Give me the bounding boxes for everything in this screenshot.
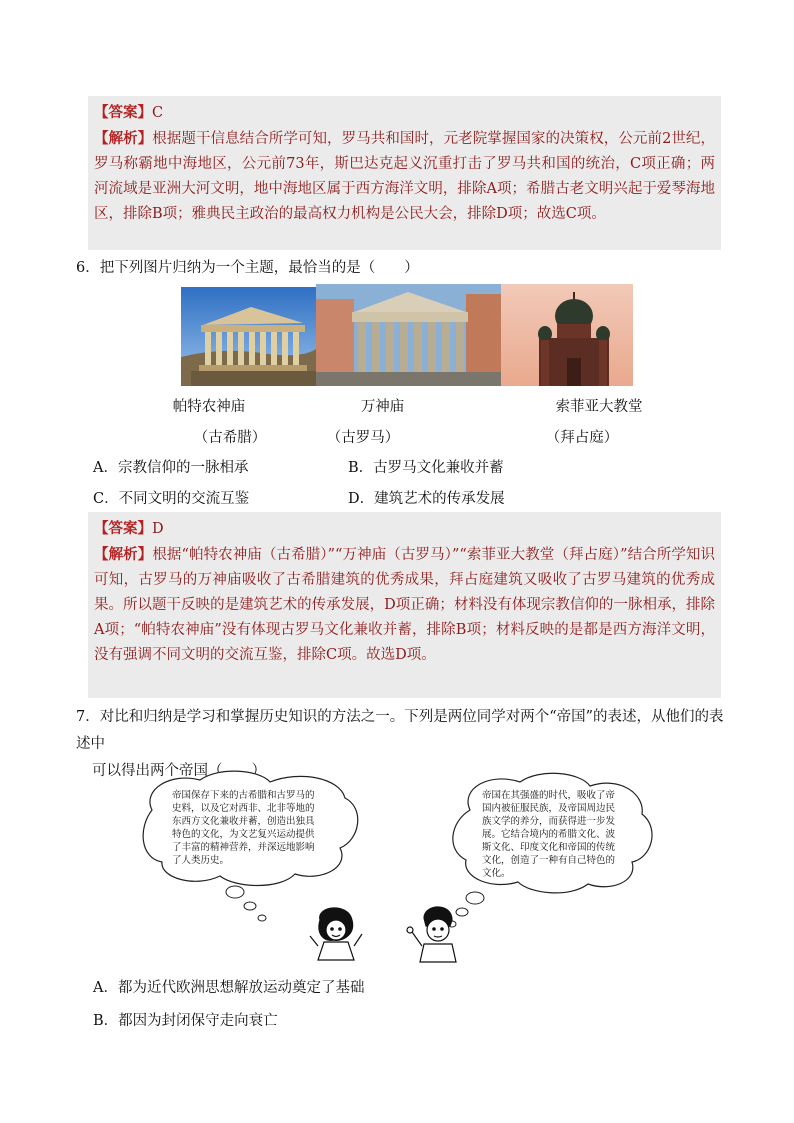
analysis-tag: 【解析】 — [94, 546, 153, 563]
cloud-left-line1: 帝国保存下来的古希腊和古罗马的 — [172, 790, 315, 801]
cloud-right-line1: 帝国在其强盛的时代，吸收了帝 — [482, 790, 616, 801]
photo3-name: 索菲亚大教堂 — [555, 399, 643, 415]
analysis-tag: 【解析】 — [94, 130, 153, 147]
q5-analysis — [94, 126, 715, 227]
left-speech-cloud — [143, 771, 358, 921]
analysis-text: 根据“帕特农神庙（古希腊）”“万神庙（古罗马）”“索菲亚大教堂（拜占庭）”结合所学知识可知，古罗马的万神庙吸收了古希腊建筑的优秀成果，拜占庭建筑又吸收了古罗马建筑的优秀成果。所以题干反映的是建筑艺术的传承发展，D项正确；材料没有体现宗教信仰的一脉相承，排除A项；“帕特农神庙”没有体现古罗马文化兼收并蓄，排除B项；材料反映的是都是西方海洋文明，没有强调不同文明的交流互鉴，排除C项。故选D项。 — [94, 547, 715, 663]
q7-stem-line2: 可以得出两个帝国（ ） — [92, 763, 266, 779]
cloud-right-line2: 国内被征服民族，及帝国周边民 — [482, 803, 616, 814]
q7-cartoon — [140, 770, 660, 970]
photo2-place: （古罗马） — [326, 430, 400, 446]
cloud-left-line5: 了丰富的精神营养，并深远地影响 — [172, 842, 315, 853]
answer-value: D — [152, 521, 164, 537]
q7-stem-line1: 7．对比和归纳是学习和掌握历史知识的方法之一。下列是两位同学对两个“帝国”的表述，从他们的表述中 — [76, 709, 724, 752]
q5-answer-line — [94, 100, 715, 126]
hagia-sophia-photo — [501, 284, 633, 386]
answer-tag: 【答案】 — [94, 104, 152, 121]
q6-answer-box — [88, 512, 721, 698]
cloud-right-line3: 族文学的养分，而获得进一步发 — [482, 816, 616, 827]
photo1-name: 帕特农神庙 — [172, 399, 246, 415]
cloud-right-line4: 展。它结合境内的希腊文化、波 — [482, 829, 616, 840]
q5-answer-box — [88, 96, 721, 250]
analysis-text: 根据题干信息结合所学可知，罗马共和国时，元老院掌握国家的决策权，公元前2世纪，罗马称霸地中海地区，公元前73年，斯巴达克起义沉重打击了罗马共和国的统治，C项正确；两河流域是亚洲大河文明，地中海地区属于西方海洋文明，排除A项；希腊古老文明兴起于爱琴海地区，排除B项；雅典民主政治的最高权力机构是公民大会，排除D项；故选C项。 — [94, 131, 715, 222]
cloud-left-line3: 东西方文化兼收并蓄，创造出独具 — [172, 816, 315, 827]
parthenon-photo — [181, 287, 316, 386]
q7-option-a[interactable]: A．都为近代欧洲思想解放运动奠定了基础 — [93, 980, 365, 996]
right-speech-cloud — [448, 773, 652, 927]
boy-student-illustration — [407, 907, 456, 962]
q6-analysis — [94, 542, 715, 668]
photo2-name: 万神庙 — [360, 399, 405, 415]
q6-option-b[interactable]: B．古罗马文化兼收并蓄 — [348, 460, 504, 476]
cloud-left-line2: 史料，以及它对西非、北非等地的 — [172, 803, 315, 814]
cloud-right-line5: 斯文化、印度文化和帝国的传统 — [482, 842, 616, 853]
q6-answer-line — [94, 516, 715, 542]
cloud-right-line7: 文化。 — [482, 868, 511, 879]
q6-option-a[interactable]: A．宗教信仰的一脉相承 — [93, 460, 249, 476]
photo1-place: （古希腊） — [193, 430, 267, 446]
cloud-left-line4: 特色的文化，为文艺复兴运动提供 — [172, 829, 315, 840]
answer-tag: 【答案】 — [94, 520, 152, 537]
answer-value: C — [152, 105, 164, 121]
q7-option-b[interactable]: B．都因为封闭保守走向衰亡 — [93, 1013, 278, 1029]
q6-option-d[interactable]: D．建筑艺术的传承发展 — [348, 491, 505, 507]
photo3-place: （拜占庭） — [545, 430, 619, 446]
q6-option-c[interactable]: C．不同文明的交流互鉴 — [93, 491, 250, 507]
q6-stem-text: 6．把下列图片归纳为一个主题，最恰当的是（ ） — [76, 260, 419, 276]
cloud-right-line6: 文化，创造了一种有自己特色的 — [482, 855, 616, 866]
pantheon-photo — [316, 284, 501, 386]
girl-student-illustration — [310, 908, 362, 960]
cloud-left-line6: 了人类历史。 — [172, 855, 230, 866]
q6-stem — [76, 255, 726, 282]
